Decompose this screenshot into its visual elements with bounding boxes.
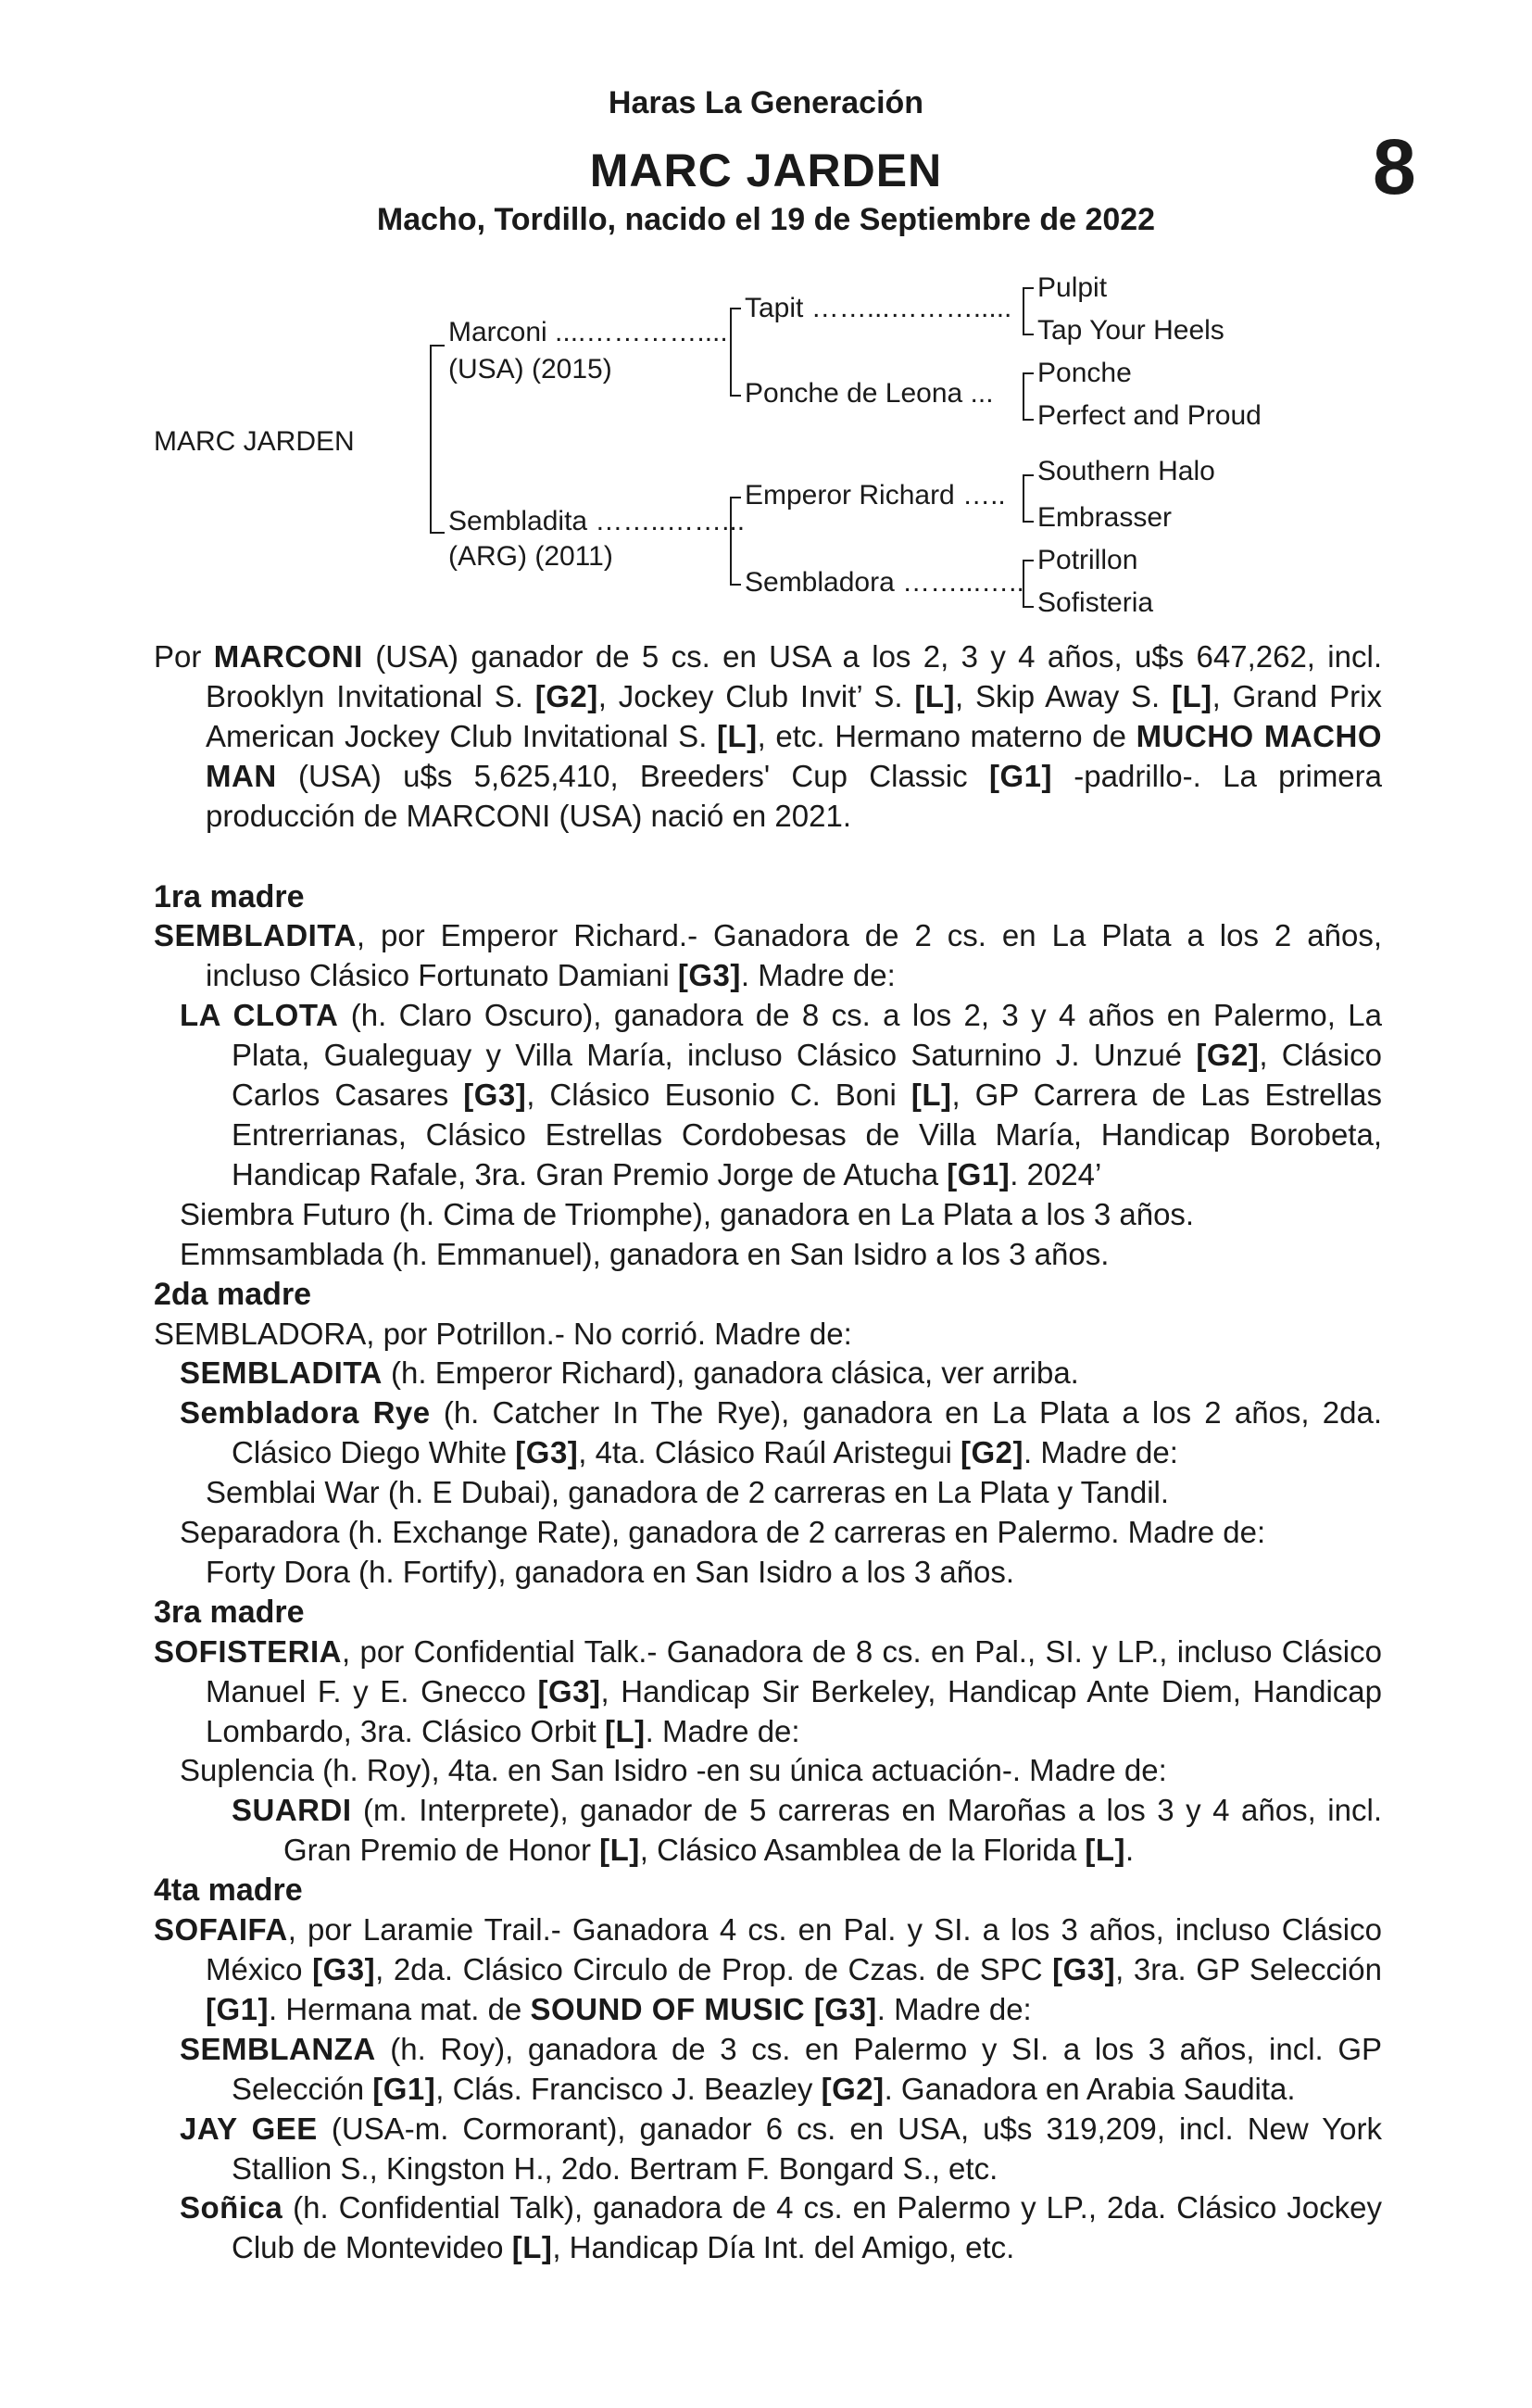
section-heading-madre2: 2da madre [154,1276,312,1312]
pedigree-sdd: Perfect and Proud [1037,400,1262,431]
pedigree-bracket [730,308,741,397]
pedigree-subject: MARC JARDEN [154,426,355,457]
produce-entry: Emmsamblada (h. Emmanuel), ganadora en San Isidro a los 3 años. [180,1236,1110,1271]
pedigree-bracket [730,497,741,586]
produce-entry: Separadora (h. Exchange Rate), ganadora de 2 carreras en Palermo. Madre de: [180,1515,1266,1550]
pedigree-dam-origin: (ARG) (2011) [448,541,613,572]
section-heading-madre4: 4ta madre [154,1872,303,1909]
pedigree-sss: Pulpit [1037,272,1108,303]
pedigree-sds: Ponche [1037,358,1132,388]
sire-paragraph: Por MARCONI (USA) ganador de 5 cs. en USA a los 2, 3 y 4 años, u$s 647,262, incl. Brooklyn Invitational S. [G2], Jockey Club Invit’ S. [L], Skip Away S. [L], Grand Prix American Jockey Club Invitational S. [L], etc. Hermano materno de MUCHO MACHO MAN (USA) u$s 5,625,410, Breeders' Cup Classic [G1] -padrillo-. La primera producción de MARCONI (USA) nació en 2021. [154,639,1382,833]
produce-entry: Suplencia (h. Roy), 4ta. en San Isidro -en su única actuación-. Madre de: [180,1753,1167,1788]
horse-subtitle: Macho, Tordillo, nacido el 19 de Septiembre de 2022 [376,202,1156,237]
farm-name: Haras La Generación [608,85,924,120]
dam-entry: SEMBLADORA, por Potrillon.- No corrió. Madre de: [154,1316,852,1351]
pedigree-bracket [1023,560,1034,608]
catalog-body [154,637,1382,2268]
pedigree-bracket [1023,287,1034,335]
produce-entry: LA CLOTA (h. Claro Oscuro), ganadora de 8 cs. a los 2, 3 y 4 años en Palermo, La Plata, Gualeguay y Villa María, incluso Clásico Saturnino J. Unzué [G2], Clásico Carlos Casares [G3], Clásico Eusonio C. Boni [L], GP Carrera de Las Estrellas Entrerrianas, Clásico Estrellas Cordobesas de Villa María, Handicap Borobeta, Handicap Rafale, 3ra. Gran Premio Jorge de Atucha [G1]. 2024’ [180,998,1382,1191]
pedigree-dss: Southern Halo [1037,456,1215,486]
pedigree-sire-sire: Tapit ……...………..... [745,293,1012,323]
dam-entry: SOFISTERIA, por Confidential Talk.- Ganadora de 8 cs. en Pal., SI. y LP., incluso Clásico Manuel F. y E. Gnecco [G3], Handicap Sir Berkeley, Handicap Ante Diem, Handicap Lombardo, 3ra. Clásico Orbit [L]. Madre de: [154,1633,1383,1748]
pedigree-dsd: Embrasser [1037,502,1173,533]
pedigree-sire-dam: Ponche de Leona ... [745,378,994,409]
pedigree-ddd: Sofisteria [1037,587,1154,618]
produce-entry: Siembra Futuro (h. Cima de Triomphe), ganadora en La Plata a los 3 años. [180,1196,1195,1231]
pedigree-dam-sire: Emperor Richard ….. [745,480,1006,511]
section-heading-madre3: 3ra madre [154,1594,305,1630]
pedigree-sire: Marconi ....………….... [448,317,728,347]
produce-entry: SUARDI (m. Interprete), ganador de 5 carreras en Maroñas a los 3 y 4 años, incl. Gran Premio de Honor [L], Clásico Asamblea de la Florida [L]. [232,1793,1382,1868]
dam-entry: SEMBLADITA, por Emperor Richard.- Ganadora de 2 cs. en La Plata a los 2 años, incluso Clásico Fortunato Damiani [G3]. Madre de: [154,918,1382,993]
section-heading-madre1: 1ra madre [154,878,305,914]
pedigree-dam: Sembladita ……..……... [448,506,746,536]
produce-entry: Forty Dora (h. Fortify), ganadora en San Isidro a los 3 años. [206,1554,1015,1589]
produce-entry: JAY GEE (USA-m. Cormorant), ganador 6 cs. en USA, u$s 319,209, incl. New York Stallion S., Kingston H., 2do. Bertram F. Bongard S., etc. [180,2111,1382,2186]
produce-entry: SEMBLADITA (h. Emperor Richard), ganadora clásica, ver arriba. [180,1355,1079,1391]
dam-entry: SOFAIFA, por Laramie Trail.- Ganadora 4 cs. en Pal. y SI. a los 3 años, incluso Clásico México [G3], 2da. Clásico Circulo de Prop. de Czas. de SPC [G3], 3ra. GP Selección [G1]. Hermana mat. de SOUND OF MUSIC [G3]. Madre de: [154,1912,1383,2026]
produce-entry: Semblai War (h. E Dubai), ganadora de 2 carreras en La Plata y Tandil. [206,1475,1170,1510]
produce-entry: SEMBLANZA (h. Roy), ganadora de 3 cs. en Palermo y SI. a los 3 años, incl. GP Selección [G1], Clás. Francisco J. Beazley [G2]. Ganadora en Arabia Saudita. [180,2031,1382,2106]
pedigree-bracket [1023,474,1034,523]
pedigree-dds: Potrillon [1037,545,1138,575]
pedigree-dam-dam: Sembladora ……...….. [745,567,1024,598]
pedigree-sire-origin: (USA) (2015) [448,354,612,385]
pedigree-ssd: Tap Your Heels [1037,315,1224,346]
produce-entry: Soñica (h. Confidential Talk), ganadora de 4 cs. en Palermo y LP., 2da. Clásico Jockey Club de Montevideo [L], Handicap Día Int. del Amigo, etc. [180,2190,1382,2265]
pedigree-bracket [1023,372,1034,421]
produce-entry: Sembladora Rye (h. Catcher In The Rye), ganadora en La Plata a los 2 años, 2da. Clásico Diego White [G3], 4ta. Clásico Raúl Aristegui [G2]. Madre de: [180,1395,1383,1470]
pedigree-bracket [430,345,445,534]
lot-number: 8 [1373,123,1416,210]
horse-name: MARC JARDEN [589,145,943,196]
